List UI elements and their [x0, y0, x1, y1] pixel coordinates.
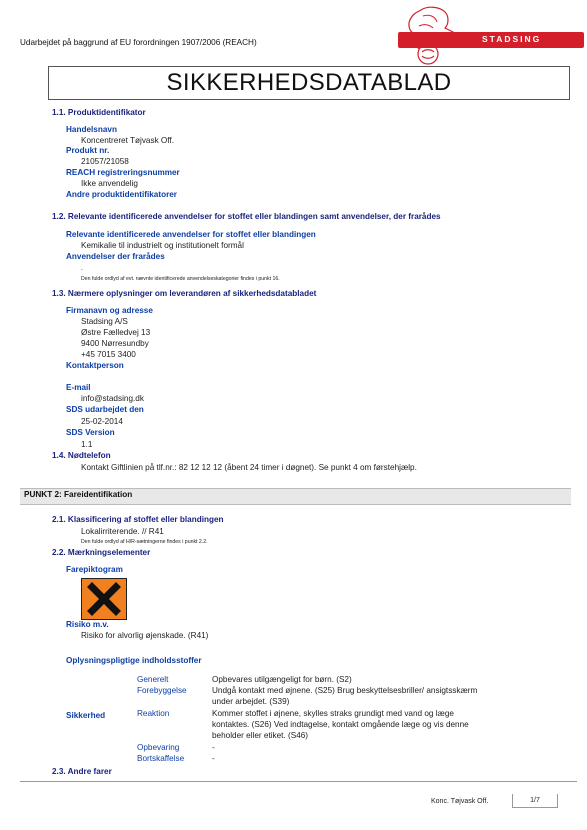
heading-2-2: 2.2. Mærkningselementer: [52, 548, 151, 557]
row-text-bortskaffelse: -: [212, 754, 215, 763]
value-nodtelefon: Kontakt Giftlinien på tlf.nr.: 82 12 12 12 (åbent 24 timer i døgnet). Se punkt 4 om førstehjælp.: [81, 463, 417, 472]
row-label-forebyggelse: Forebyggelse: [137, 686, 187, 695]
heading-2-3: 2.3. Andre farer: [52, 767, 112, 776]
value-email: info@stadsing.dk: [81, 394, 144, 403]
value-produktnr: 21057/21058: [81, 157, 129, 166]
footer-divider: [20, 781, 577, 782]
value-risiko: Risiko for alvorlig øjenskade. (R41): [81, 631, 209, 640]
row-text-reaktion: Kommer stoffet i øjnene, skylles straks grundigt med vand og læge: [212, 709, 454, 718]
row-text-reaktion: beholder eller etiket. (S46): [212, 731, 309, 740]
page-number: 1/7: [512, 794, 558, 808]
row-label-generelt: Generelt: [137, 675, 169, 684]
address-line: Østre Fælledvej 13: [81, 328, 151, 337]
row-text-opbevaring: -: [212, 743, 215, 752]
row-text-generelt: Opbevares utilgængeligt for børn. (S2): [212, 675, 352, 684]
label-reach: REACH registreringsnummer: [66, 168, 180, 177]
row-label-bortskaffelse: Bortskaffelse: [137, 754, 185, 763]
label-anvendelser-fraraades: Anvendelser der frarådes: [66, 252, 165, 261]
label-relevante-anvendelser: Relevante identificerede anvendelser for stoffet eller blandingen: [66, 230, 316, 239]
label-firmanavn: Firmanavn og adresse: [66, 306, 153, 315]
note-fulde-ordlyd-2-2: Den fulde ordlyd af H/R-sætningerne findes i punkt 2.2.: [81, 539, 208, 545]
value-sds-version: 1.1: [81, 440, 93, 449]
row-text-reaktion: kontaktes. (S26) Ved indtagelse, kontakt omgående læge og vis denne: [212, 720, 469, 729]
value-relevante-anvendelser: Kemikalie til industrielt og institutionelt formål: [81, 241, 244, 250]
heading-2-1: 2.1. Klassificering af stoffet eller blandingen: [52, 515, 224, 524]
value-fraraades: -: [81, 267, 83, 273]
row-text-forebyggelse: Undgå kontakt med øjnene. (S25) Brug beskyttelsesbriller/ ansigtsskærm: [212, 686, 478, 695]
label-sikkerhed: Sikkerhed: [66, 711, 106, 720]
heading-1-3: 1.3. Nærmere oplysninger om leverandøren af sikkerhedsdatabladet: [52, 289, 317, 298]
value-handelsnavn: Koncentreret Tøjvask Off.: [81, 136, 174, 145]
label-handelsnavn: Handelsnavn: [66, 125, 117, 134]
address-line: +45 7015 3400: [81, 350, 136, 359]
address-line: 9400 Nørresundby: [81, 339, 149, 348]
label-sds-version: SDS Version: [66, 428, 115, 437]
value-reach: Ikke anvendelig: [81, 179, 138, 188]
heading-1-4: 1.4. Nødtelefon: [52, 451, 111, 460]
label-email: E-mail: [66, 383, 91, 392]
document-title: SIKKERHEDSDATABLAD: [48, 66, 570, 100]
hazard-pictogram-irritant-icon: [81, 578, 127, 620]
heading-1-1: 1.1. Produktidentifikator: [52, 108, 146, 117]
header-regulation-note: Udarbejdet på baggrund af EU forordningen 1907/2006 (REACH): [20, 38, 257, 47]
section-2-title: PUNKT 2: Fareidentifikation: [24, 490, 133, 499]
logo-text: STADSING: [482, 34, 542, 44]
value-sds-date: 25-02-2014: [81, 417, 123, 426]
value-klassificering: Lokalirriterende. // R41: [81, 527, 164, 536]
label-kontaktperson: Kontaktperson: [66, 361, 124, 370]
row-text-forebyggelse: under arbejdet. (S39): [212, 697, 290, 706]
footer-product-name: Konc. Tøjvask Off.: [431, 798, 489, 805]
label-andre-produktidentifikatorer: Andre produktidentifikatorer: [66, 190, 177, 199]
note-fulde-ordlyd-16: Den fulde ordlyd af evt. nævnte identificerede anvendelseskategorier findes i punkt 16.: [81, 276, 280, 282]
row-label-reaktion: Reaktion: [137, 709, 170, 718]
address-line: Stadsing A/S: [81, 317, 128, 326]
label-risiko: Risiko m.v.: [66, 620, 109, 629]
label-oplysningspligtige: Oplysningspligtige indholdsstoffer: [66, 656, 202, 665]
label-farepiktogram: Farepiktogram: [66, 565, 123, 574]
row-label-opbevaring: Opbevaring: [137, 743, 180, 752]
label-produktnr: Produkt nr.: [66, 146, 110, 155]
heading-1-2: 1.2. Relevante identificerede anvendelser for stoffet eller blandingen samt anvendelser, der frarådes: [52, 212, 441, 221]
label-sds-udarbejdet: SDS udarbejdet den: [66, 405, 144, 414]
